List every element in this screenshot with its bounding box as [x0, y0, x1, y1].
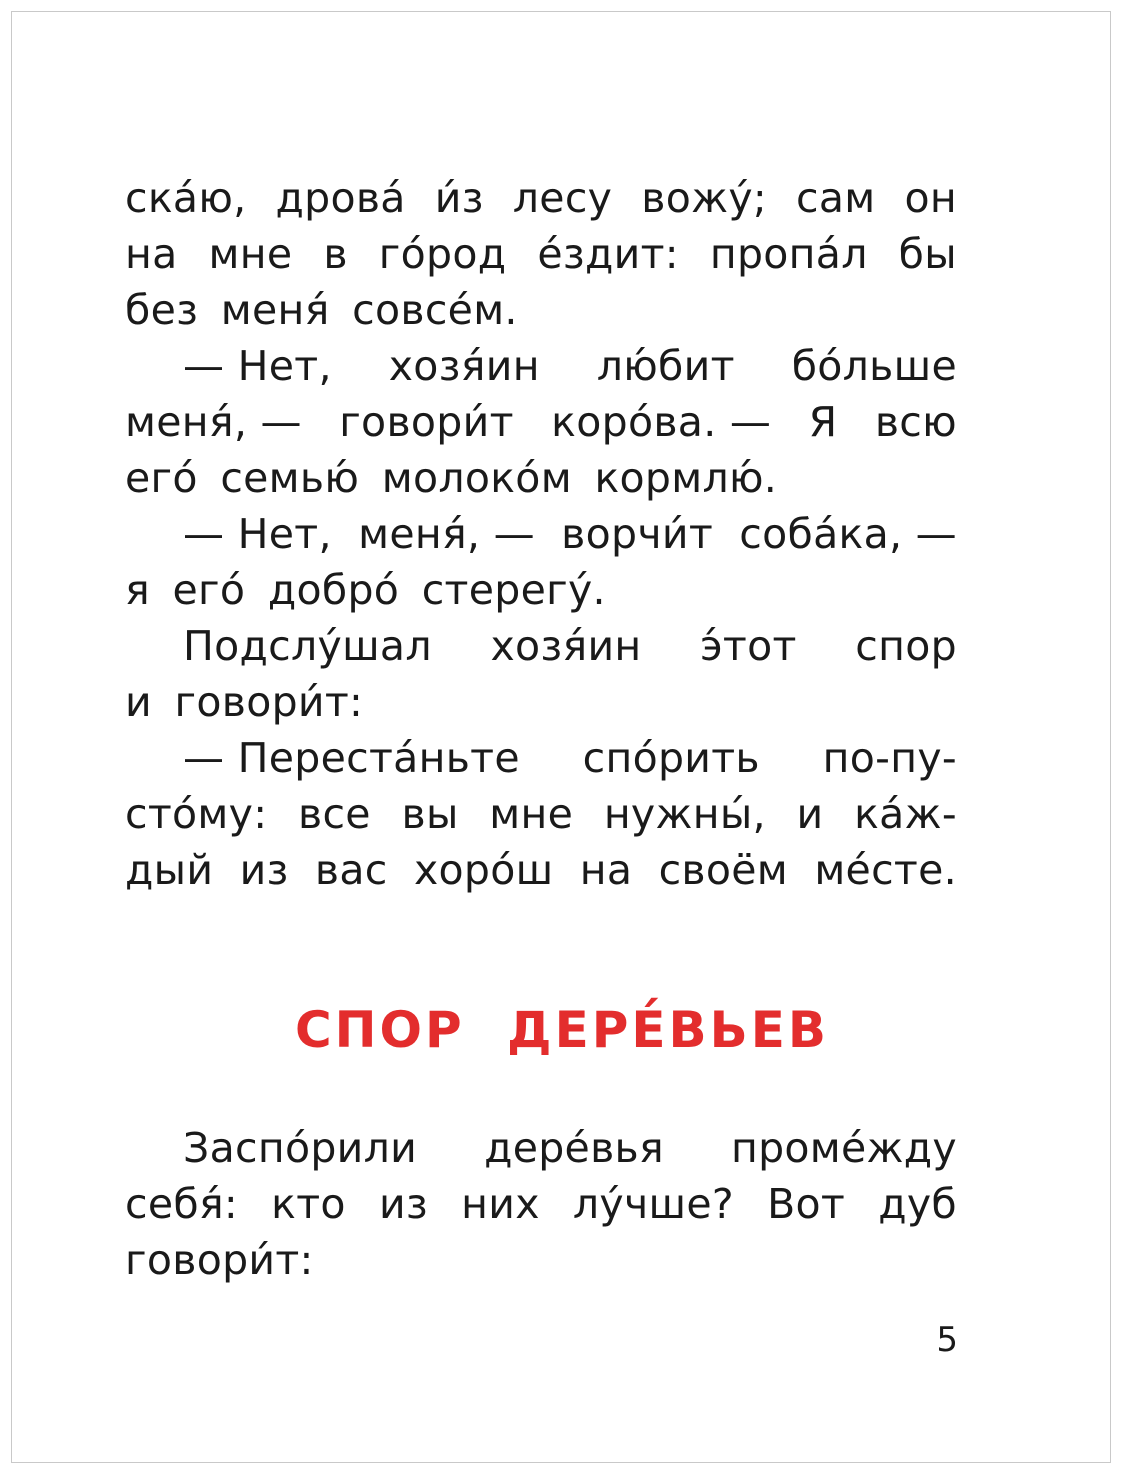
word: его́ [125, 454, 198, 502]
word: Я [808, 398, 838, 446]
word: спо́рить [582, 734, 760, 782]
word: молоко́м [381, 454, 572, 502]
story-text-upper [125, 170, 957, 898]
word: совсе́м. [352, 286, 518, 334]
word: и́з [434, 174, 484, 222]
text-line [125, 1120, 957, 1176]
word: хозя́ин [388, 342, 540, 390]
page-number: 5 [936, 1320, 958, 1360]
word: меня́, — [358, 510, 535, 558]
word: нужны́, [603, 790, 766, 838]
word: и [796, 790, 824, 838]
word: меня́ [220, 286, 330, 334]
word: сам [796, 174, 876, 222]
word: лесу [512, 174, 613, 222]
word: Подслу́шал [183, 622, 432, 670]
word: хоро́ш [413, 846, 554, 894]
word: коро́ва. — [551, 398, 772, 446]
text-line [125, 674, 957, 730]
text-line [125, 1232, 957, 1288]
word: пропа́л [709, 230, 868, 278]
word: лю́бит [596, 342, 735, 390]
word: вы [401, 790, 459, 838]
word: говори́т: [125, 1236, 314, 1284]
text-line [125, 506, 957, 562]
word: на [579, 846, 633, 894]
word: — Нет, [183, 510, 332, 558]
word: семью́ [220, 454, 360, 502]
text-line [125, 226, 957, 282]
word: спор [855, 622, 957, 670]
text-line [125, 338, 957, 394]
word: вас [314, 846, 388, 894]
word: говори́т [339, 398, 514, 446]
word: проме́жду [730, 1124, 957, 1172]
word: всю [874, 398, 957, 446]
word: мне [208, 230, 293, 278]
word: хозя́ин [490, 622, 642, 670]
word: в [323, 230, 348, 278]
text-line [125, 1176, 957, 1232]
text-line [125, 618, 957, 674]
word: стерегу́. [421, 566, 606, 614]
word: Заспо́рили [183, 1124, 418, 1172]
word: своём [658, 846, 789, 894]
word: он [904, 174, 957, 222]
word: го́род [378, 230, 507, 278]
word: кормлю́. [594, 454, 778, 502]
text-line [125, 786, 957, 842]
word: ворчи́т [561, 510, 713, 558]
word: и [125, 678, 152, 726]
word: бо́льше [791, 342, 957, 390]
text-line [125, 170, 957, 226]
word: вожу́; [641, 174, 767, 222]
word: е́здит: [537, 230, 679, 278]
word: дый [125, 846, 214, 894]
word: кто [271, 1180, 346, 1228]
word: дуб [878, 1180, 957, 1228]
text-line [125, 730, 957, 786]
word: Вот [767, 1180, 846, 1228]
word: себя́: [125, 1180, 239, 1228]
word: дере́вья [484, 1124, 664, 1172]
text-line [125, 394, 957, 450]
word: дрова́ [275, 174, 406, 222]
word: сто́му: [125, 790, 268, 838]
text-line [125, 450, 957, 506]
word: его́ [172, 566, 246, 614]
word: них [461, 1180, 540, 1228]
word: говори́т: [174, 678, 364, 726]
word: э́тот [700, 622, 797, 670]
word: на [125, 230, 178, 278]
word: ска́ю, [125, 174, 247, 222]
word: ме́сте. [814, 846, 957, 894]
word: лу́чше? [572, 1180, 734, 1228]
word: — Нет, [183, 342, 332, 390]
text-line [125, 842, 957, 898]
word: все [297, 790, 371, 838]
word: — Переста́ньте [183, 734, 520, 782]
word: мне [489, 790, 574, 838]
word: из [378, 1180, 429, 1228]
word: я [125, 566, 150, 614]
chapter-title: СПОР ДЕРЕ́ВЬЕВ [294, 1001, 830, 1059]
word: по-пу- [822, 734, 957, 782]
text-line [125, 282, 957, 338]
word: бы [898, 230, 957, 278]
word: ка́ж- [854, 790, 957, 838]
text-line [125, 562, 957, 618]
word: из [239, 846, 289, 894]
word: без [125, 286, 199, 334]
story-text-lower [125, 1120, 957, 1288]
word: соба́ка, — [739, 510, 957, 558]
word: добро́ [267, 566, 400, 614]
word: меня́, — [125, 398, 302, 446]
